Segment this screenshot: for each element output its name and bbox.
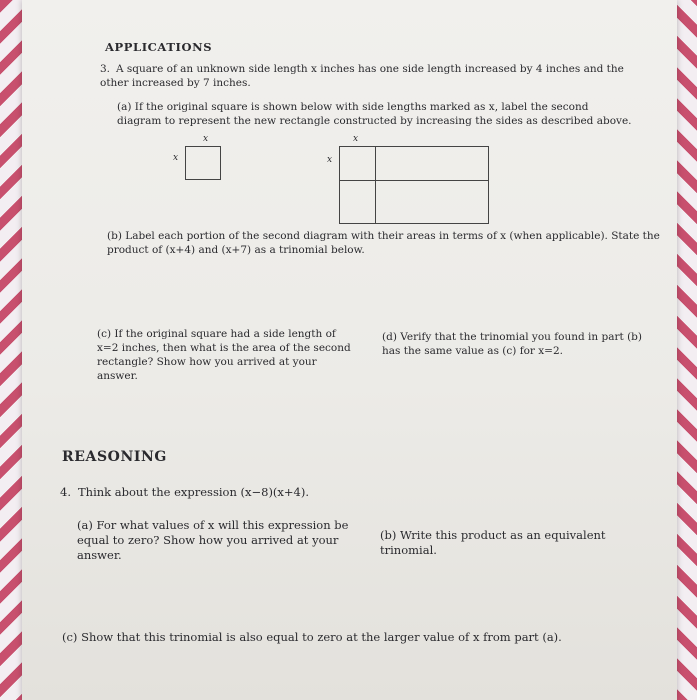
problem-4-part-a: (a) For what values of x will this expression be equal to zero? Show how you arrived at your answer. bbox=[77, 518, 349, 562]
rectangle-horizontal-divider bbox=[340, 180, 488, 181]
problem-3-part-c: (c) If the original square had a side length of x=2 inches, then what is the area of the second rectangle? Show how you arrived at your answer. bbox=[97, 328, 351, 382]
problem-3-number: 3. bbox=[100, 63, 111, 75]
problem-3-stem bbox=[100, 62, 640, 90]
rectangle-vertical-divider bbox=[375, 147, 376, 223]
problem-4-part-b: (b) Write this product as an equivalent trinomial. bbox=[380, 528, 606, 557]
problem-3-text: A square of an unknown side length x inches has one side length increased by 4 inches and the other increased by 7 inches. bbox=[100, 63, 624, 89]
problem-4-number: 4. bbox=[60, 485, 71, 499]
applications-heading: APPLICATIONS bbox=[105, 40, 213, 54]
problem-3-part-a: (a) If the original square is shown below with side lengths marked as x, label the second diagram to represent the new rectangle constructed by increasing the sides as described above. bbox=[117, 101, 632, 127]
rectangle-side-label: x bbox=[327, 155, 333, 165]
worksheet-page bbox=[22, 0, 677, 700]
rectangle-top-label: x bbox=[353, 134, 359, 144]
reasoning-heading: REASONING bbox=[62, 449, 167, 465]
new-rectangle bbox=[339, 146, 489, 224]
binder-stripe-right bbox=[675, 0, 697, 700]
problem-3-part-b: (b) Label each portion of the second diagram with their areas in terms of x (when applicable). State the product of (x+4) and (x+7) as a trinomial below. bbox=[107, 230, 660, 256]
problem-3-part-d: (d) Verify that the trinomial you found in part (b) has the same value as (c) for x=2. bbox=[382, 331, 642, 357]
original-square bbox=[185, 146, 221, 180]
problem-4-text: Think about the expression (x−8)(x+4). bbox=[78, 485, 309, 499]
problem-4-stem bbox=[60, 485, 560, 500]
problem-4-part-c: (c) Show that this trinomial is also equal to zero at the larger value of x from part (a). bbox=[62, 630, 562, 644]
small-square-top-label: x bbox=[203, 134, 209, 144]
small-square-side-label: x bbox=[173, 153, 179, 163]
